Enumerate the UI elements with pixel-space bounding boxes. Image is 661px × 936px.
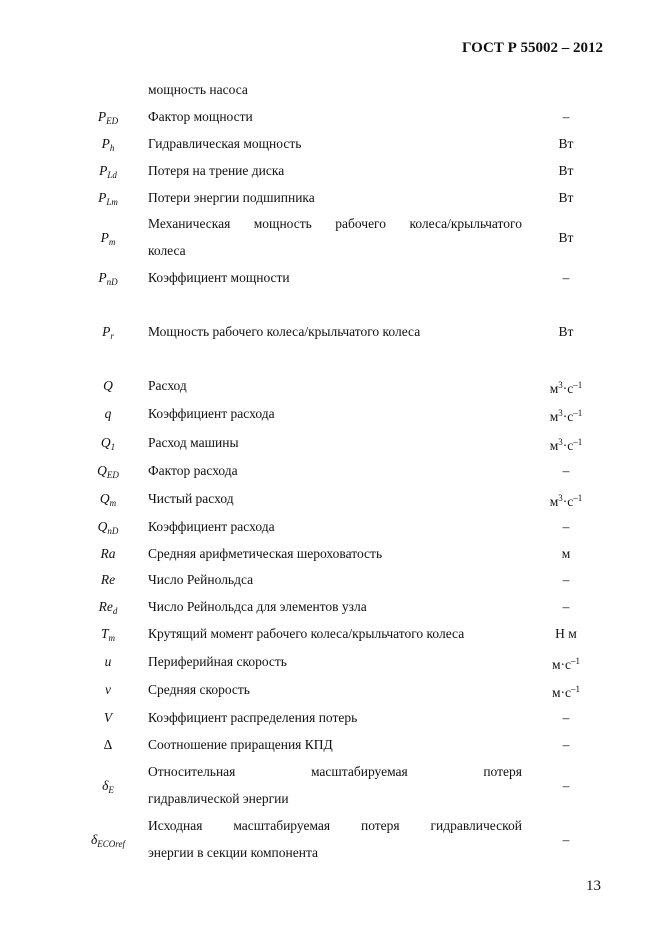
row-unit: – [562,831,570,847]
row-symbol [60,826,156,858]
row-unit [525,648,607,678]
description-line [148,704,522,731]
page-number: 13 [586,878,601,894]
description-line [148,457,522,484]
symbol-subscript: h [109,143,115,153]
unit-base: м [549,381,559,396]
unit-sup2: –1 [573,493,583,503]
description-line [148,731,522,758]
description-word: Средняя скорость [148,682,250,697]
description-word: Гидравлическая мощность [148,136,302,151]
row-description [148,812,522,866]
description-line [148,676,522,703]
unit-sup2: –1 [573,437,583,447]
description-word: колеса [148,243,186,258]
symbol-base: P [101,136,110,151]
description-word: масштабируемая [310,764,408,779]
description-line [148,372,522,399]
description-word: гидравлической [430,818,522,833]
symbol-base: V [103,710,113,725]
symbol-subscript: m [108,633,115,643]
description-line [148,593,522,620]
unit-mid: ·с [562,409,574,424]
unit-sup2: –1 [571,684,581,694]
symbol-subscript: ECOref [97,838,125,849]
description-word: гидравлической энергии [148,791,289,806]
row-unit: – [562,270,570,285]
row-unit [525,485,607,515]
description-word: мощность [253,216,312,231]
symbol-base: Re [98,599,113,614]
unit-mid: ·с [562,438,574,453]
description-word: Фактор мощности [148,109,253,124]
description-line [148,130,522,157]
row-unit: Н м [555,626,577,641]
symbol-subscript: d [112,606,118,616]
symbol-base: v [105,682,111,697]
row-description [148,513,522,540]
row-unit: – [562,109,570,124]
row-unit [525,429,607,459]
symbol-subscript: Ld [107,170,117,180]
symbol-base: Δ [103,737,113,752]
symbol-base: P [97,109,107,124]
description-word: энергии в секции компонента [148,845,319,860]
symbol-subscript: Lm [106,197,118,207]
row-description [148,400,522,427]
unit-base: м [549,494,559,509]
symbol-subscript: m [108,236,116,247]
row-unit: – [562,777,570,793]
row-description [148,372,522,399]
row-description [148,731,522,758]
row-symbol [60,704,156,731]
symbol-base: Q [97,519,108,534]
description-word: масштабируемая [233,818,331,833]
row-symbol [60,676,156,703]
description-line [148,429,522,456]
row-description [148,676,522,703]
symbol-subscript: ED [106,470,119,480]
description-word: потеря [483,764,522,779]
row-symbol [60,264,156,296]
row-description [148,648,522,675]
row-symbol [60,318,156,350]
row-symbol [60,372,156,399]
description-line [148,103,522,130]
description-word: Расход машины [148,435,239,450]
symbol-base: Q [103,378,113,393]
description-word: потеря [360,818,400,833]
description-word: Крутящий момент рабочего колеса/крыльчатого колеса [148,626,465,641]
row-symbol [60,731,156,758]
unit-sup1: 3 [558,408,563,418]
description-line [148,318,522,345]
description-line [148,513,522,540]
row-description [148,184,522,211]
symbol-subscript: m [109,498,117,508]
description-word: Коэффициент мощности [148,270,290,285]
description-word: Коэффициент распределения потерь [148,710,358,725]
row-description [148,485,522,512]
row-description [148,457,522,484]
description-line [148,620,522,647]
row-unit: – [562,599,570,614]
row-unit: – [562,463,570,478]
row-unit: Вт [558,324,574,339]
unit-base: м [549,409,559,424]
symbol-base: P [102,324,111,339]
description-word: Соотношение приращения КПД [148,737,333,752]
description-word: Коэффициент расхода [148,519,275,534]
row-unit [525,676,607,706]
symbol-base: P [98,190,107,205]
description-line [148,400,522,427]
row-unit: Вт [558,136,574,151]
unit-mid: ·с [562,494,574,509]
row-description [148,210,522,264]
description-word: Потеря на трение диска [148,163,285,178]
description-word: Расход [148,378,187,393]
description-line [148,210,522,237]
document-header: ГОСТ Р 55002 – 2012 [461,40,603,56]
symbol-base: P [100,229,109,245]
row-description [148,429,522,456]
row-unit: – [562,710,570,725]
row-unit: м [561,546,571,561]
row-unit: – [562,519,570,534]
description-word: Мощность рабочего колеса/крыльчатого колеса [148,324,421,339]
description-line [148,566,522,593]
symbol-subscript: E [108,784,114,795]
unit-sup2: –1 [573,408,583,418]
row-description [148,566,522,593]
symbol-base: Q [97,463,107,478]
row-description [148,620,522,647]
symbol-base: u [104,654,112,669]
description-line [148,264,522,291]
row-symbol [60,648,156,675]
unit-base: м [551,657,561,672]
unit-sup1: 3 [558,437,563,447]
description-word: колеса/крыльчатого [409,216,522,231]
row-description [148,758,522,812]
symbol-base: δ [91,831,98,847]
continuation-text: мощность насоса [148,82,248,97]
row-description [148,540,522,567]
description-word: Число Рейнольдса [148,572,254,587]
row-description [148,593,522,620]
symbol-base: Q [99,491,110,506]
symbol-base: Q [100,435,111,450]
row-unit: Вт [558,190,574,205]
description-line [148,648,522,675]
row-unit: Вт [558,163,574,178]
description-line [148,157,522,184]
description-word: Фактор расхода [148,463,238,478]
description-line [148,839,522,866]
description-word: рабочего [335,216,387,231]
row-symbol [60,540,156,567]
description-word: Относительная [148,764,236,779]
description-line [148,237,522,264]
row-description [148,264,522,291]
description-word: Число Рейнольдса для элементов узла [148,599,367,614]
unit-base: м [549,438,559,453]
row-symbol [60,400,156,427]
symbol-base: δ [102,777,109,793]
row-unit: – [562,572,570,587]
description-line [148,184,522,211]
symbol-subscript: nD [106,277,118,287]
description-word: Потери энергии подшипника [148,190,315,205]
row-symbol [60,184,156,216]
description-word: Исходная [148,818,203,833]
description-word: Механическая [148,216,231,231]
description-line [148,485,522,512]
description-word: Средняя арифметическая шероховатость [148,546,383,561]
row-unit: – [562,737,570,752]
row-symbol [60,224,156,256]
symbol-subscript: r [110,331,114,341]
row-description [148,130,522,157]
symbol-base: P [98,270,107,285]
symbol-base: Re [100,572,116,587]
unit-mid: ·с [560,657,572,672]
row-description [148,704,522,731]
description-word: Чистый расход [148,491,234,506]
symbol-subscript: 1 [110,442,116,452]
description-word: Коэффициент расхода [148,406,275,421]
unit-mid: ·с [562,381,574,396]
symbol-base: P [99,163,108,178]
row-description [148,103,522,130]
unit-sup1: 3 [558,380,563,390]
symbol-subscript: ED [106,116,119,126]
row-unit: Вт [558,229,574,245]
symbol-subscript: nD [107,526,119,536]
unit-sup1: 3 [558,493,563,503]
symbol-base: T [100,626,109,641]
description-line [148,812,522,839]
symbol-base: Ra [100,546,116,561]
unit-mid: ·с [560,685,572,700]
unit-base: м [551,685,561,700]
row-symbol [60,772,156,804]
row-symbol [60,566,156,593]
description-line [148,758,522,785]
unit-sup2: –1 [571,656,581,666]
row-unit [525,372,607,402]
row-description [148,318,522,345]
description-word: Периферийная скорость [148,654,287,669]
unit-sup2: –1 [573,380,583,390]
row-unit [525,400,607,430]
row-description [148,157,522,184]
description-line [148,540,522,567]
description-line [148,785,522,812]
symbol-base: q [104,406,112,421]
